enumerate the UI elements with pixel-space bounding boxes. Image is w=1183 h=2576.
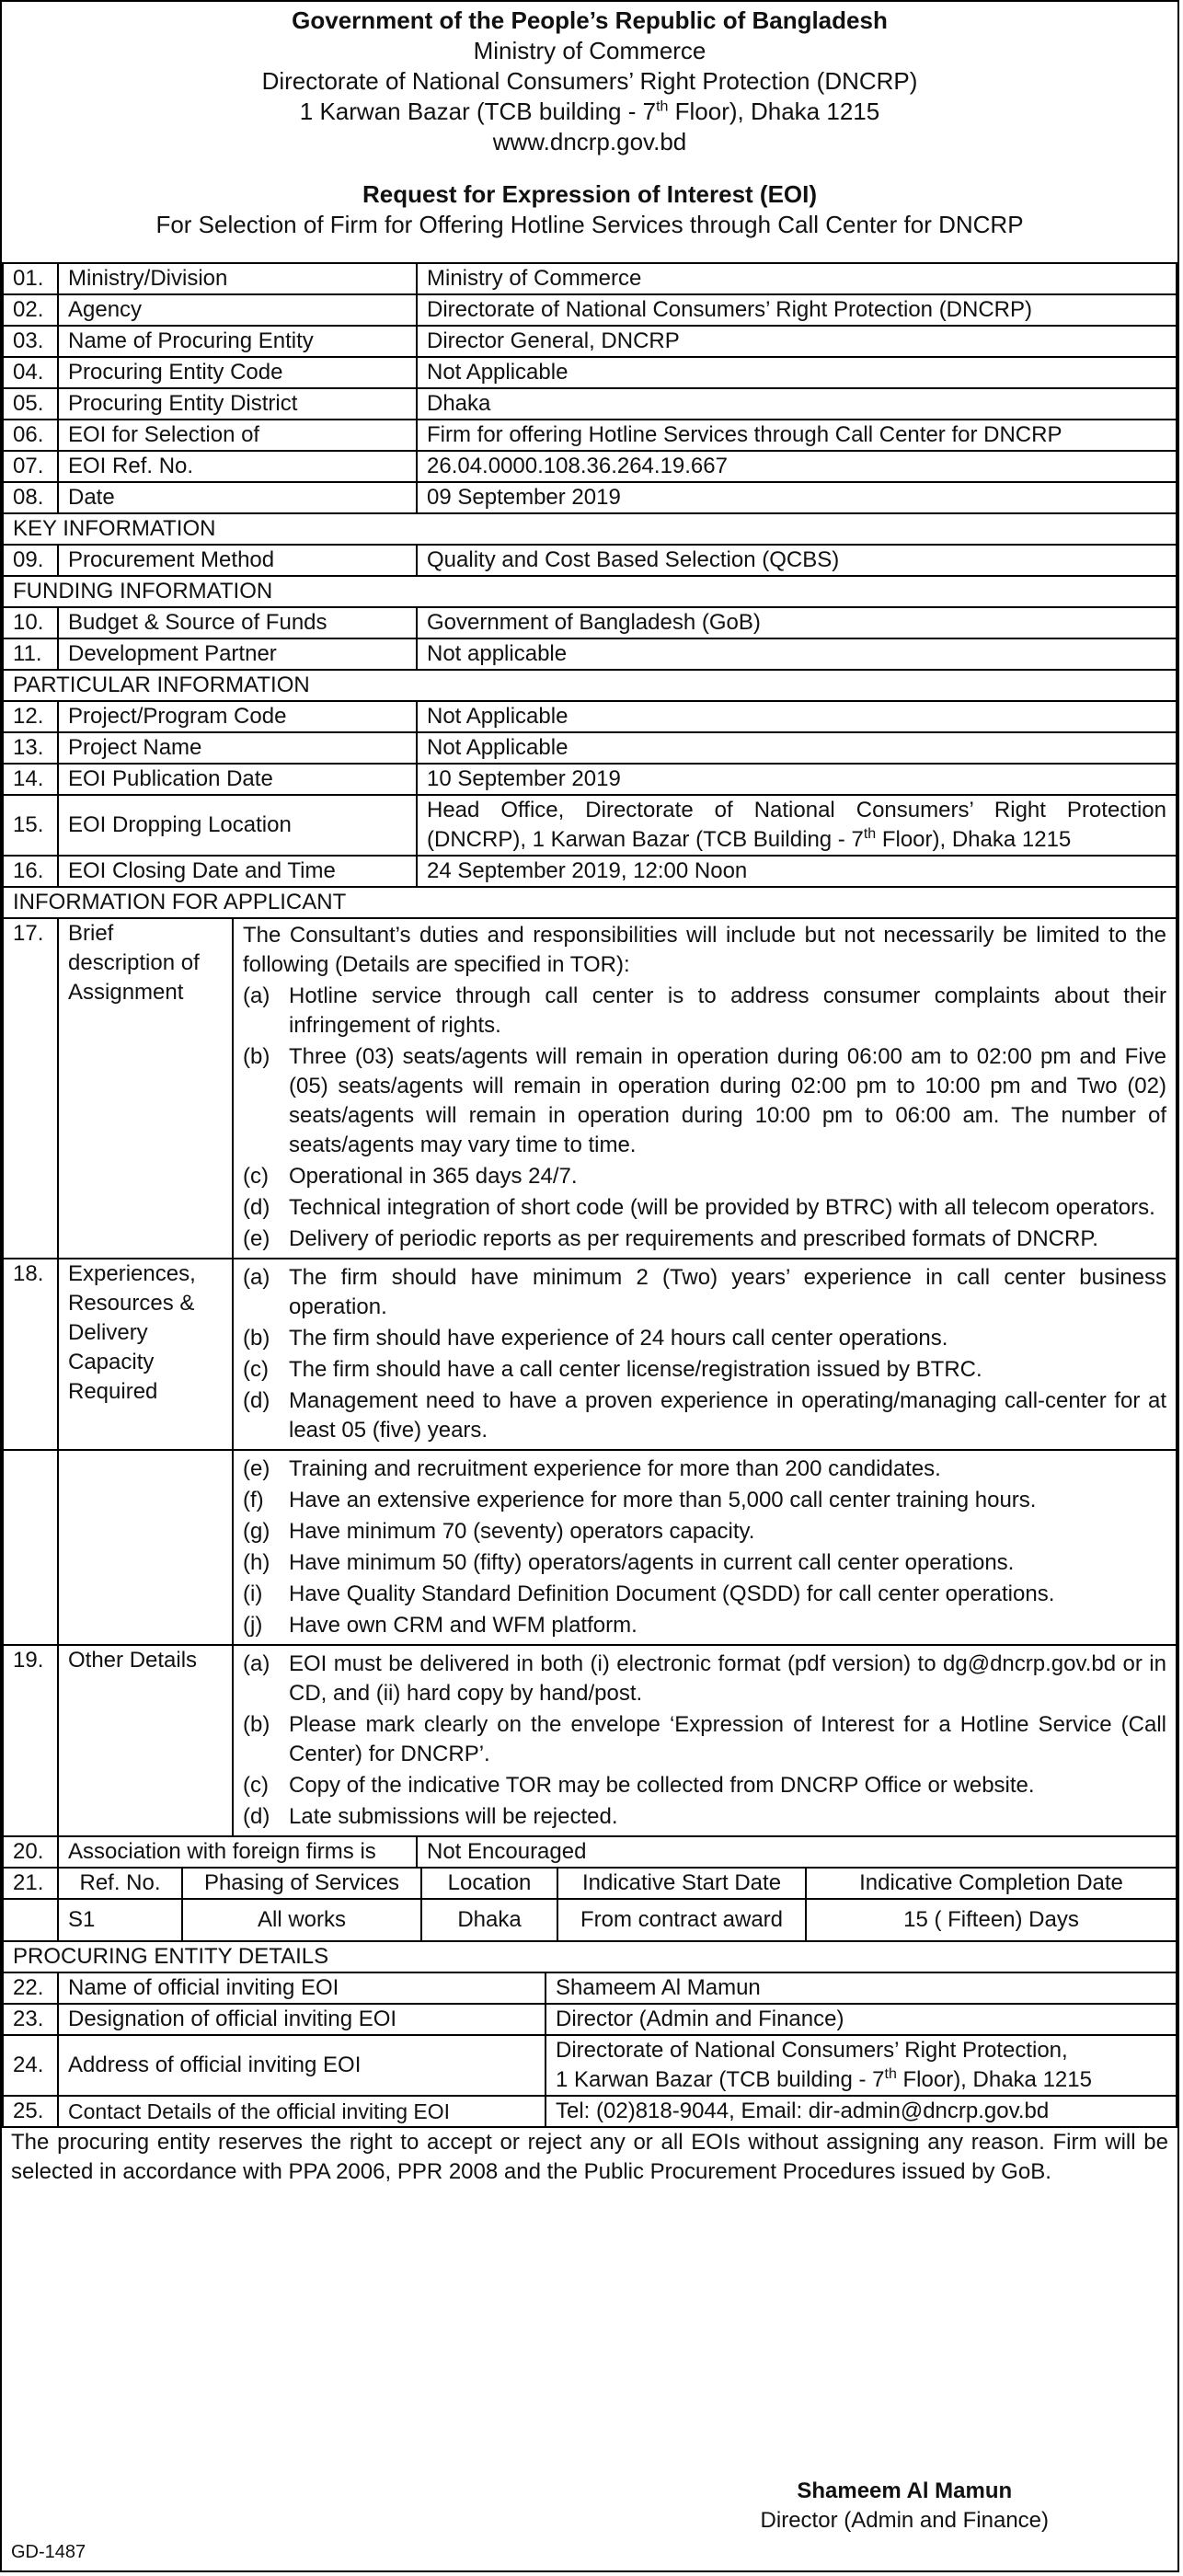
notice-disclaimer: The procuring entity reserves the right to accept or reject any or all EOIs without assigning any reason. Firm will be selected in accordance with PPA 2006, PPR 2008 and the Public Procurement Procedures issued by GoB. <box>11 2130 1168 2184</box>
table-row: 09. Procurement Method Quality and Cost Based Selection (QCBS) <box>3 545 1177 576</box>
official-address-value: Directorate of National Consumers’ Right Protection, 1 Karwan Bazar (TCB building - 7th Floor), Dhaka 1215 <box>546 2035 1177 2096</box>
row-label: EOI Ref. No. <box>58 451 417 482</box>
row-20-association: 20. Association with foreign firms is Not Encouraged <box>3 1836 1177 1868</box>
row-value: Ministry of Commerce <box>417 263 1177 294</box>
list-marker: (b) <box>243 1712 270 1737</box>
dropping-location-value: Head Office, Directorate of National Consumers’ Right Protection (DNCRP), 1 Karwan Bazar (TCB Building - 7th Floor), Dhaka 1215 <box>417 795 1177 856</box>
row-label: Procuring Entity Code <box>58 357 417 388</box>
table-row <box>3 294 1177 326</box>
row-18-experience: 18. Experiences, Resources & Delivery Capacity Required (a) The firm should have minimum 2 (Two) years’ experience in call center business operation. (b) The firm should have experience of 24 hours call center operations. (c) The firm should have a call center license/registration issued by BTRC. (d) Management need to have a proven experience in operating/managing call-center for at least 05 (five) years. <box>3 1259 1177 1450</box>
row-label: Name of Procuring Entity <box>58 326 417 357</box>
row-number: 01. <box>3 263 58 294</box>
directorate-name: Directorate of National Consumers’ Right Protection (DNCRP) <box>261 67 918 95</box>
list-item <box>243 1225 1166 1254</box>
list-marker: (c) <box>243 1357 269 1382</box>
list-text: Training and recruitment experience for more than 200 candidates. <box>289 1456 941 1481</box>
row-number: 06. <box>3 420 58 451</box>
website: www.dncrp.gov.bd <box>492 128 687 155</box>
list-text: Late submissions will be rejected. <box>289 1804 618 1829</box>
table-row: 11. Development Partner Not applicable <box>3 638 1177 670</box>
signature-block <box>761 2477 1049 2536</box>
list-marker: (a) <box>243 1651 270 1676</box>
row-number: 07. <box>3 451 58 482</box>
row-18-experience-continued <box>3 1450 1177 1645</box>
section-funding-information: FUNDING INFORMATION <box>3 576 1177 607</box>
row-number: 08. <box>3 482 58 513</box>
row-label: Ministry/Division <box>58 263 417 294</box>
row-label: Name of official inviting EOI <box>58 1972 546 2004</box>
list-text: Management need to have a proven experience in operating/managing call-center for at least 05 (five) years. <box>289 1388 1166 1443</box>
table-row: 16. EOI Closing Date and Time 24 September 2019, 12:00 Noon <box>3 856 1177 887</box>
table-row: 24. Address of official inviting EOI Directorate of National Consumers’ Right Protection, 1 Karwan Bazar (TCB building - 7th Floor), Dhaka 1215 <box>3 2035 1177 2096</box>
list-item <box>243 1042 1166 1160</box>
ministry-name: Ministry of Commerce <box>473 37 706 64</box>
list-item <box>243 1802 1166 1832</box>
list-item <box>243 982 1166 1041</box>
table-row: 13. Project Name Not Applicable <box>3 732 1177 764</box>
list-marker: (g) <box>243 1519 270 1544</box>
row-value: Director General, DNCRP <box>417 326 1177 357</box>
table-row <box>3 263 1177 294</box>
row-value: Shameem Al Mamun <box>546 1972 1177 2004</box>
list-marker: (f) <box>243 1488 264 1512</box>
list-marker: (i) <box>243 1581 263 1606</box>
row-19-other-details: 19. Other Details (a) EOI must be delivered in both (i) electronic format (pdf version) to dg@dncrp.gov.bd or in CD, and (ii) hard copy by hand/post. (b) Please mark clearly on the envelope ‘Expression of Interest for a Hotline Service (Call Center) for DNCRP’. (c) Copy of the indicative TOR may be collected from DNCRP Office or website. (d) Late submissions will be rejected. <box>3 1645 1177 1836</box>
row-number: 03. <box>3 326 58 357</box>
row-label: Date <box>58 482 417 513</box>
table-row: 10. Budget & Source of Funds Government of Bangladesh (GoB) <box>3 607 1177 638</box>
table-row <box>3 357 1177 388</box>
table-row <box>3 2004 1177 2035</box>
list-item <box>243 1517 1166 1547</box>
table-row: 14. EOI Publication Date 10 September 2019 <box>3 764 1177 795</box>
assignment-list <box>243 982 1166 1254</box>
row-value: Dhaka <box>417 388 1177 420</box>
list-marker: (a) <box>243 1265 270 1290</box>
notice-subtitle: For Selection of Firm for Offering Hotline Services through Call Center for DNCRP <box>155 211 1024 238</box>
section-applicant-information: INFORMATION FOR APPLICANT <box>3 887 1177 918</box>
list-item <box>243 1611 1166 1640</box>
procuring-entity-table <box>2 1940 1177 2128</box>
list-text: The firm should have a call center license/registration issued by BTRC. <box>289 1357 982 1382</box>
list-marker: (e) <box>243 1456 270 1481</box>
row-number: 22. <box>3 1972 58 2004</box>
list-item <box>243 1355 1166 1385</box>
list-text: Have an extensive experience for more than 5,000 call center training hours. <box>289 1488 1037 1512</box>
row-number: 04. <box>3 357 58 388</box>
list-marker: (b) <box>243 1326 270 1351</box>
list-text: Have Quality Standard Definition Document (QSDD) for call center operations. <box>289 1581 1055 1606</box>
table-row: 15. EOI Dropping Location Head Office, Directorate of National Consumers’ Right Protection (DNCRP), 1 Karwan Bazar (TCB Building - 7th Floor), Dhaka 1215 <box>3 795 1177 856</box>
row-17-assignment: 17. Brief description of Assignment The Consultant’s duties and responsibilities will include but not necessarily be limited to the following (Details are specified in TOR): (a) Hotline service through call center is to address consumer complaints about their infringement of rights. (b) Three (03) seats/agents will remain in operation during 06:00 am to 02:00 pm and Five (05) seats/agents will remain in operation during 02:00 pm to 10:00 pm and Two (02) seats/agents will remain in operation during 10:00 pm to 06:00 am. The number of seats/agents may vary time to time. (c) Operational in 365 days 24/7. (d) Technical integration of short code (will be provided by BTRC) with all telecom operators. (e) Delivery of periodic reports as per requirements and prescribed formats of DNCRP. <box>3 918 1177 1259</box>
signer-name: Shameem Al Mamun <box>797 2478 1013 2503</box>
list-item <box>243 1650 1166 1708</box>
list-marker: (a) <box>243 983 270 1008</box>
list-text: Copy of the indicative TOR may be collected from DNCRP Office or website. <box>289 1773 1035 1798</box>
table-row <box>3 482 1177 513</box>
list-marker: (c) <box>243 1164 269 1189</box>
list-text: Technical integration of short code (will be provided by BTRC) with all telecom operators. <box>289 1195 1155 1220</box>
row-value: Directorate of National Consumers’ Right Protection (DNCRP) <box>417 294 1177 326</box>
row-value: 09 September 2019 <box>417 482 1177 513</box>
row-value: Firm for offering Hotline Services through Call Center for DNCRP <box>417 420 1177 451</box>
eoi-table <box>2 262 1177 1869</box>
list-marker: (e) <box>243 1226 270 1251</box>
row-value: Director (Admin and Finance) <box>546 2004 1177 2035</box>
list-text: Have minimum 70 (seventy) operators capacity. <box>289 1519 755 1544</box>
row-number: 23. <box>3 2004 58 2035</box>
table-row: 25. Contact Details of the official inviting EOI Tel: (02)818-9044, Email: dir-admin@dncrp.gov.bd <box>3 2096 1177 2127</box>
row-value: Not Applicable <box>417 357 1177 388</box>
list-text: Hotline service through call center is to address consumer complaints about their infringement of rights. <box>289 983 1166 1038</box>
phasing-data-row: S1 All works Dhaka From contract award 15 ( Fifteen) Days <box>3 1899 1177 1941</box>
notice-title: Request for Expression of Interest (EOI) <box>362 180 818 208</box>
list-item <box>243 1324 1166 1353</box>
row-label: EOI for Selection of <box>58 420 417 451</box>
list-item <box>243 1548 1166 1578</box>
notice-header <box>2 2 1177 240</box>
row-label: Designation of official inviting EOI <box>58 2004 546 2035</box>
table-row <box>3 388 1177 420</box>
section-particular-information: PARTICULAR INFORMATION <box>3 670 1177 701</box>
list-marker: (h) <box>243 1550 270 1575</box>
table-row <box>3 451 1177 482</box>
table-row <box>3 1972 1177 2004</box>
table-row <box>3 326 1177 357</box>
experience-list <box>243 1263 1166 1445</box>
signer-title: Director (Admin and Finance) <box>760 2508 1049 2533</box>
list-text: The firm should have experience of 24 hours call center operations. <box>289 1326 948 1351</box>
list-item <box>243 1455 1166 1484</box>
other-details-list <box>243 1650 1166 1832</box>
phasing-header-row: 21. Ref. No. Phasing of Services Location Indicative Start Date Indicative Completion Date <box>3 1868 1177 1899</box>
list-marker: (d) <box>243 1804 270 1829</box>
row-number: 02. <box>3 294 58 326</box>
office-address: 1 Karwan Bazar (TCB building - 7th Floor), Dhaka 1215 <box>299 98 880 125</box>
table-row: 12. Project/Program Code Not Applicable <box>3 701 1177 732</box>
experience-list-continued <box>243 1455 1166 1640</box>
list-text: Delivery of periodic reports as per requirements and prescribed formats of DNCRP. <box>289 1226 1098 1251</box>
list-item <box>243 1580 1166 1609</box>
row-label: Procuring Entity District <box>58 388 417 420</box>
list-text: Three (03) seats/agents will remain in operation during 06:00 am to 02:00 pm and Five (05) seats/agents will remain in operation during 02:00 pm to 10:00 pm and Two (02) seats/agents will remain in operation during 10:00 pm to 06:00 am. The number of seats/agents may vary time to time. <box>289 1044 1166 1157</box>
section-key-information: KEY INFORMATION <box>3 513 1177 545</box>
list-text: The firm should have minimum 2 (Two) years’ experience in call center business operation. <box>289 1265 1166 1319</box>
list-text: Have minimum 50 (fifty) operators/agents in current call center operations. <box>289 1550 1015 1575</box>
row-number: 05. <box>3 388 58 420</box>
list-marker: (d) <box>243 1388 270 1413</box>
list-item <box>243 1486 1166 1515</box>
list-marker: (c) <box>243 1773 269 1798</box>
list-item <box>243 1162 1166 1191</box>
list-text: Please mark clearly on the envelope ‘Expression of Interest for a Hotline Service (Call Center) for DNCRP’. <box>289 1712 1166 1766</box>
list-item <box>243 1771 1166 1800</box>
list-item <box>243 1263 1166 1322</box>
list-text: EOI must be delivered in both (i) electronic format (pdf version) to dg@dncrp.gov.bd or in CD, and (ii) hard copy by hand/post. <box>289 1651 1166 1706</box>
notice-code: GD-1487 <box>11 2542 86 2562</box>
list-item <box>243 1710 1166 1769</box>
government-name: Government of the People’s Republic of Bangladesh <box>292 6 888 34</box>
list-text: Operational in 365 days 24/7. <box>289 1164 578 1189</box>
list-marker: (d) <box>243 1195 270 1220</box>
row-value: 26.04.0000.108.36.264.19.667 <box>417 451 1177 482</box>
phasing-table <box>2 1867 1177 1942</box>
list-item <box>243 1386 1166 1445</box>
list-text: Have own CRM and WFM platform. <box>289 1613 637 1638</box>
table-row <box>3 420 1177 451</box>
row-label: Agency <box>58 294 417 326</box>
list-item <box>243 1193 1166 1223</box>
list-marker: (b) <box>243 1044 270 1069</box>
list-marker: (j) <box>243 1613 263 1638</box>
section-procuring-entity: PROCURING ENTITY DETAILS <box>3 1941 1177 1972</box>
